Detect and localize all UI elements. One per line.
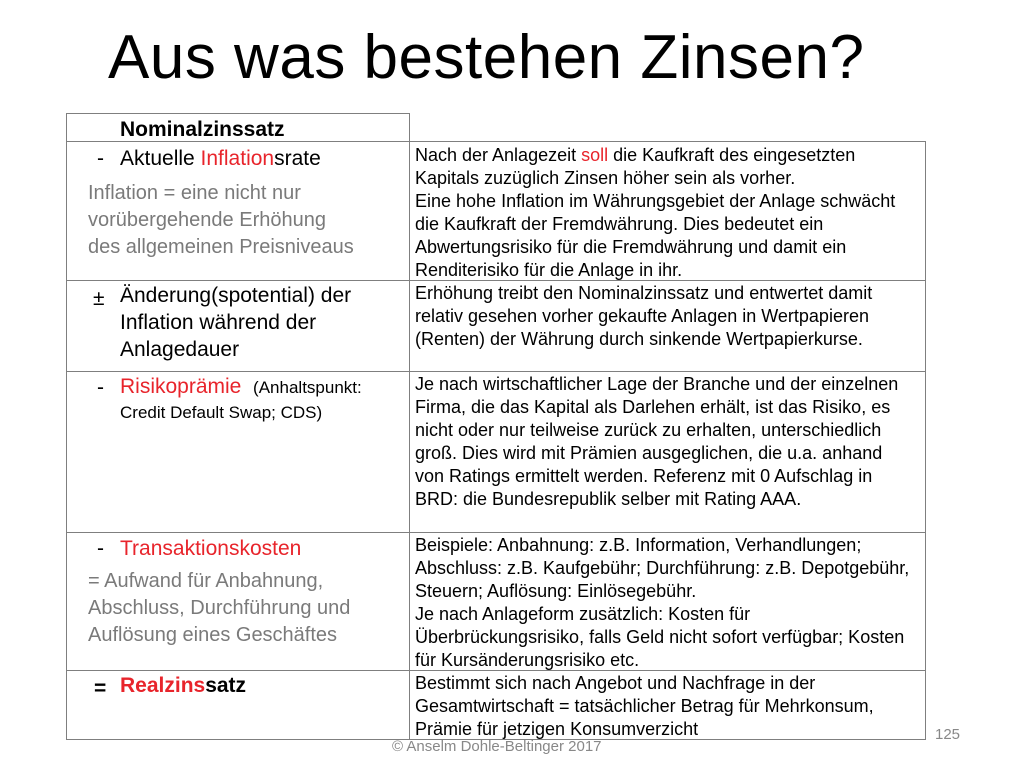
row1-symbol: -	[97, 147, 104, 170]
table-border-left	[66, 113, 67, 740]
row3-description: Je nach wirtschaftlicher Lage der Branche und der einzelnen Firma, die das Kapital als Darlehen erhält, ist das Risiko, es nicht oder nur teilweise zurück zu erhalten, unterschiedlich groß. Dies wird mit Prämien ausgeglichen, die u.a. anhand von Ratings ermittelt werden. Referenz mit 0 Aufschlag in BRD: die Bundesrepublik selber mit Rating AAA.	[415, 374, 899, 509]
table-border-right	[925, 141, 926, 740]
row1-note-line3: des allgemeinen Preisniveaus	[88, 236, 354, 258]
row1-desc-part2: soll	[581, 145, 609, 165]
row2-label	[120, 282, 351, 363]
row3-label-line2: Credit Default Swap; CDS)	[120, 403, 323, 422]
slide-title: Aus was bestehen Zinsen?	[108, 23, 865, 92]
row2-symbol: ±	[93, 287, 105, 310]
row5-label	[120, 672, 246, 699]
row3-label-small: (Anhaltspunkt:	[253, 378, 362, 397]
row4-desc-main: Beispiele: Anbahnung: z.B. Information, Verhandlungen; Abschluss: z.B. Kaufgebühr; Durchführung: z.B. Depotgebühr, Steuern; Auflösung: Einlösegebühr.	[415, 535, 910, 601]
row1-desc-part1: Nach der Anlagezeit	[415, 145, 582, 165]
row2-label-line2: Inflation während der	[120, 311, 317, 334]
table-divider-row4	[66, 532, 926, 533]
row5-description: Bestimmt sich nach Angebot und Nachfrage in der Gesamtwirtschaft = tatsächlicher Betrag für Mehrkonsum, Prämie für jetzigen Konsumverzicht	[415, 673, 874, 739]
row2-label-line3: Anlagedauer	[120, 338, 240, 361]
page-number: 125	[935, 726, 961, 743]
row5-label-rest: satz	[205, 674, 247, 697]
table-column-divider	[409, 113, 410, 740]
row4-note-line3: Auflösung eines Geschäftes	[88, 624, 338, 646]
row1-label-part3: srate	[274, 147, 321, 170]
row3-label	[120, 373, 362, 400]
row4-label-red: Transaktionskosten	[120, 537, 302, 560]
row4-note-line1: = Aufwand für Anbahnung,	[88, 570, 324, 592]
row4-label	[120, 535, 301, 562]
row4-note-line2: Abschluss, Durchführung und	[88, 597, 351, 619]
row1-label	[120, 145, 321, 172]
row4-symbol: -	[97, 537, 104, 560]
row1-label-part1: Aktuelle	[120, 147, 201, 170]
row3-label-red: Risikoprämie	[120, 375, 242, 398]
table-border-top-left	[66, 113, 410, 114]
row1-desc-more: Eine hohe Inflation im Währungsgebiet der Anlage schwächt die Kaufkraft der Fremdwährung. Dies bedeutet ein Abwertungsrisiko für die Fremdwährung und damit ein Renditerisiko für die Anlage in ihr.	[415, 191, 896, 280]
row4-description	[415, 534, 915, 672]
copyright-footer: © Anselm Dohle-Beltinger 2017	[392, 738, 602, 755]
row2-description: Erhöhung treibt den Nominalzinssatz und entwertet damit relativ gesehen vorher gekaufte Anlagen in Wertpapieren (Renten) der Währung durch sinkende Wertpapierkurse.	[415, 283, 873, 349]
row1-note-line2: vorübergehende Erhöhung	[88, 209, 326, 231]
row3-symbol: -	[97, 376, 104, 399]
row1-description	[415, 144, 915, 282]
row2-label-line1: Änderung(spotential) der	[120, 284, 352, 307]
row1-note	[88, 180, 354, 261]
row1-note-line1: Inflation = eine nicht nur	[88, 182, 301, 204]
row5-label-red: Realzins	[120, 674, 206, 697]
row4-note	[88, 568, 350, 649]
table-header-nominalzinssatz: Nominalzinssatz	[120, 118, 285, 141]
row1-label-part2: Inflation	[200, 147, 275, 170]
row5-symbol: =	[94, 677, 107, 700]
table-divider-row3	[66, 371, 926, 372]
row4-desc-more: Je nach Anlageform zusätzlich: Kosten für Überbrückungsrisiko, falls Geld nicht sofort verfügbar; Kosten für Kursänderungsrisiko etc.	[415, 604, 905, 670]
row1-desc-part3: die Kaufkraft des eingesetzten Kapitals zuzüglich Zinsen höher sein als vorher.	[415, 145, 856, 188]
